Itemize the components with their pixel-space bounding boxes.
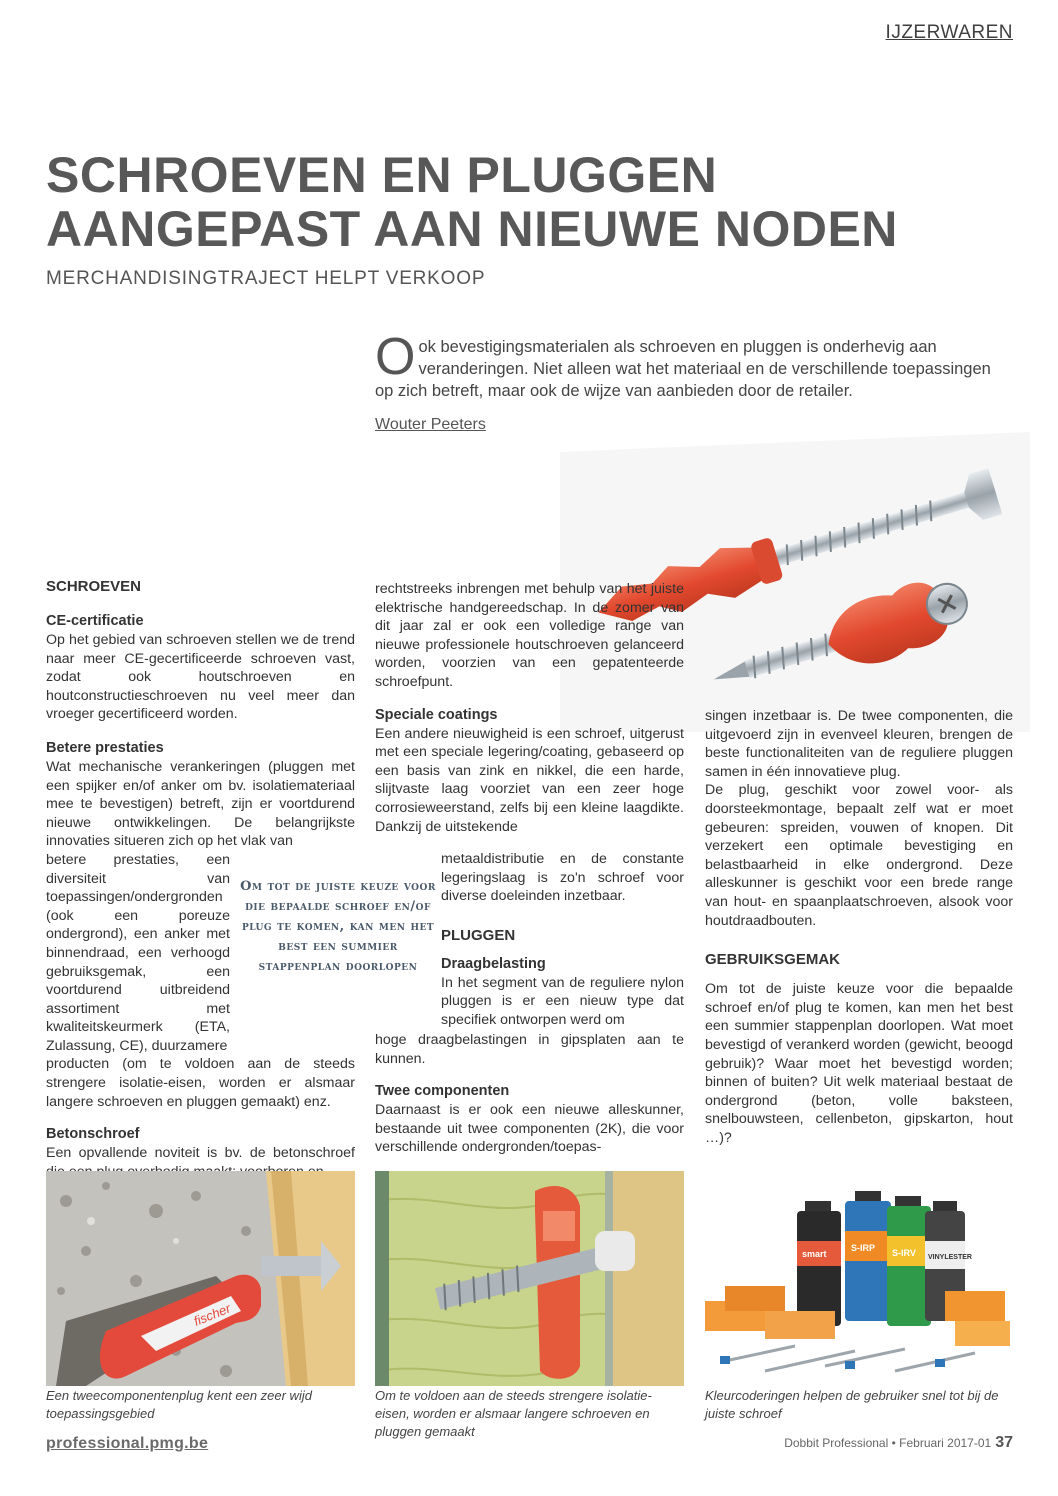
subheading-draagbelasting: Draagbelasting (441, 955, 546, 972)
paragraph-prestaties-b: betere prestaties, een diversiteit van toepassingen/ondergronden (ook een poreuze ondergrond), een anker met binnendraad, een verhoogd gebruiksgemak, een voortdurend uitbreidend assortiment met kwaliteitskeurmerk (ETA, Zulassung, CE), duurzamere (46, 851, 230, 1054)
paragraph-betonschroef: Een opvallende noviteit is bv. de betonschroef (46, 1145, 355, 1162)
page-title (46, 148, 946, 256)
title-line-2: AANGEPAST AAN NIEUWE NODEN (46, 201, 898, 257)
heading-schroeven: SCHROEVEN (46, 578, 142, 595)
fischer-logo: fischer (191, 1300, 233, 1329)
label-s-irv: S-IRV (892, 1248, 916, 1258)
paragraph-twee-componenten: Daarnaast is er ook een nieuwe alleskunner, bestaande uit twee componenten (2K), die voor verschillende ondergronden/toepas- (375, 1102, 684, 1156)
paragraph-plug-montage: De plug, geschikt voor zowel voor- als doorsteekmontage, bepaalt zelf wat er moet gebeuren: spreiden, vouwen of knopen. Dit verzekert een optimale bevestiging en belastbaarheid in elke ondergrond. Deze alleskunner is geschikt voor een brede range van hout- en spaanplaatschroeven, alsook voor houtdraadbouten. (705, 782, 1013, 929)
subheading-betere-prestaties: Betere prestaties (46, 739, 164, 756)
column-3 (705, 707, 1013, 1147)
intro-paragraph (375, 328, 1005, 402)
paragraph-coatings-a: Een andere nieuwigheid is een schroef, uitgerust met een speciale legering/coating, gebaseerd op een basis van zink en nikkel, die een harde, slijtvaste laag voorziet van een zeer hoge corrosieweerstand, zelfs bij een kleine laagdikte. Dankzij de uitstekende (375, 725, 684, 835)
caption-photo-3: Kleurcoderingen helpen de gebruiker snel tot bij de juiste schroef (705, 1388, 999, 1421)
footer-website-link[interactable]: professional.pmg.be (46, 1435, 209, 1452)
photo-two-component-plug (46, 1171, 355, 1386)
smart-logo: smart (802, 1249, 827, 1259)
paragraph-ce: Op het gebied van schroeven stellen we de trend naar meer CE-gecertificeerde schroeven vast, zodat ook houtschroeven en houtconstructieschroeven nu veel meer dan vroeger gecertificeerd worden. (46, 632, 355, 723)
page-subtitle: MERCHANDISINGTRAJECT HELPT VERKOOP (46, 268, 486, 289)
footer-publication-name: Dobbit Professional • Februari 2017-01 (784, 1436, 992, 1450)
page-number: 37 (995, 1434, 1013, 1451)
paragraph-coatings-b: metaaldistributie en de constante legeringslaag is zo'n schroef voor diverse doeleinden inzetbaar. (441, 851, 684, 905)
subheading-speciale-coatings: Speciale coatings (375, 706, 498, 723)
paragraph-draag-a: In het segment van de reguliere nylon pluggen is er een nieuw type dat specifiek ontworpen werd om (441, 974, 684, 1028)
intro-text: ok bevestigingsmaterialen als schroeven en pluggen is onderhevig aan veranderingen. Niet alleen wat het materiaal en de verschillende toepassingen op zich betreft, maar ook de wijze van aanbieden door de retailer. (375, 338, 991, 400)
subheading-twee-componenten: Twee componenten (375, 1083, 510, 1100)
subheading-betonschroef: Betonschroef (46, 1126, 140, 1143)
paragraph-inzetbaar: singen inzetbaar is. De twee componenten, die uitgevoerd zijn in evenveel kleuren, brengen de beste functionaliteiten van de reguliere pluggen samen in één innovatieve plug. (705, 708, 1013, 780)
intro-dropcap: O (375, 328, 416, 386)
pull-quote: Om tot de juiste keuze voor die bepaalde schroef en/of plug te komen, kan men het best een summier stappenplan doorlopen (240, 879, 436, 974)
column-2-mid (441, 850, 684, 1030)
column-2-bottom (375, 1031, 684, 1157)
heading-gebruiksgemak: GEBRUIKSGEMAK (705, 951, 841, 969)
caption-photo-1: Een tweecomponentenplug kent een zeer wijd toepassingsgebied (46, 1388, 312, 1421)
caption-photo-2: Om te voldoen aan de steeds strengere isolatie-eisen, worden er alsmaar langere schroeven en pluggen gemaakt (375, 1388, 652, 1439)
heading-pluggen: PLUGGEN (441, 926, 516, 944)
footer-publication (784, 1434, 1013, 1452)
label-vinylester: VINYLESTER (928, 1254, 972, 1261)
photo-insulation-plug (375, 1171, 684, 1386)
paragraph-prestaties-c: producten (om te voldoen aan de steeds strengere isolatie-eisen, worden er alsmaar langere schroeven en pluggen gemaakt) enz. (46, 1056, 355, 1110)
paragraph-draag-b: hoge draagbelastingen in gipsplaten aan te kunnen. (375, 1032, 684, 1067)
author-byline: Wouter Peeters (375, 416, 486, 433)
subheading-ce-certificatie: CE-certificatie (46, 613, 144, 629)
paragraph-gebruiksgemak: Om tot de juiste keuze voor die bepaalde schroef en/of plug te komen, kan men het best een summier stappenplan doorlopen. Wat moet bevestigd of verankerd worden (gewicht, beoogd gebruik)? Waar moet het bevestigd worden; binnen of buiten? Uit welk materiaal bestaat de ondergrond (beton, volle baksteen, snelbouwsteen, cellenbeton, gipskarton, hout …)? (705, 981, 1013, 1146)
paragraph-rechtstreeks: rechtstreeks inbrengen met behulp van het juiste elektrische handgereedschap. In de zomer van dit jaar zal er ook een volledige range van nieuwe professionele houtschroeven gelanceerd worden, voorzien van een gepatenteerde schroefpunt. (375, 581, 684, 690)
title-line-1: SCHROEVEN EN PLUGGEN (46, 147, 718, 203)
photo-color-coded-products (705, 1171, 1014, 1386)
section-tag: IJZERWAREN (885, 22, 1013, 43)
label-s-irp: S-IRP (851, 1243, 876, 1253)
column-2-top (375, 580, 684, 836)
paragraph-prestaties-a: Wat mechanische verankeringen (pluggen met een spijker en/of anker om bv. isolatiemateriaal mee te bevestigen) betreft, zijn er voortdurend nieuwe ontwikkelingen. De belangrijkste innovaties situeren zich op het vlak van (46, 758, 355, 850)
